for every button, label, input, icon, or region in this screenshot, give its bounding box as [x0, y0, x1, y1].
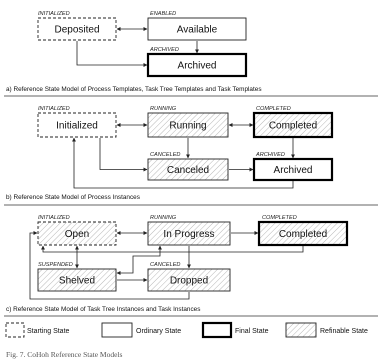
caption-panel-a: a) Reference State Model of Process Templates, Task Tree Templates and Task Templates	[6, 86, 262, 93]
tag-completed-b: COMPLETED	[256, 106, 291, 112]
panel-c	[4, 215, 378, 316]
tag-suspended: SUSPENDED	[38, 262, 73, 268]
legend-starting: Starting State	[27, 328, 70, 335]
legend-swatch-starting	[6, 323, 24, 337]
caption-panel-b: b) Reference State Model of Process Instances	[6, 194, 140, 201]
legend-swatch-final	[203, 323, 231, 337]
state-initialized-label: Initialized	[56, 120, 98, 132]
edge-completed-open	[43, 246, 303, 252]
tag-canceled-b: CANCELED	[150, 152, 181, 158]
state-shelved-label: Shelved	[58, 275, 96, 287]
state-canceled-b-label: Canceled	[166, 165, 210, 176]
tag-initialized-a: INITIALIZED	[38, 11, 70, 17]
state-running-label: Running	[169, 120, 207, 132]
state-dropped-label: Dropped	[169, 275, 209, 287]
tag-archived-a: ARCHIVED	[150, 47, 179, 53]
legend	[6, 323, 368, 337]
panel-b	[4, 106, 378, 205]
state-archived-b-label: Archived	[273, 165, 313, 176]
tag-running-c: RUNNING	[150, 215, 177, 221]
state-open-label: Open	[64, 229, 90, 240]
edge-deposited-archived	[77, 41, 147, 65]
panel-a	[4, 11, 378, 96]
caption-panel-c: c) Reference State Model of Task Tree Instances and Task Instances	[6, 306, 201, 313]
state-available-label: Available	[176, 24, 218, 36]
state-in-progress-label: In Progress	[163, 229, 215, 240]
figure-caption: Fig. 7. CoHoh Reference State Models	[6, 350, 123, 359]
state-completed-b-label: Completed	[268, 120, 318, 132]
legend-ordinary: Ordinary State	[136, 328, 182, 335]
tag-completed-c: COMPLETED	[262, 215, 297, 221]
tag-enabled: ENABLED	[150, 11, 177, 17]
legend-swatch-refinable	[286, 323, 316, 337]
legend-final: Final State	[235, 328, 269, 335]
legend-swatch-ordinary	[102, 323, 132, 337]
tag-running-b: RUNNING	[150, 106, 177, 112]
state-completed-c-label: Completed	[278, 229, 328, 240]
state-archived-a-label: Archived	[177, 60, 217, 72]
tag-archived-b: ARCHIVED	[256, 152, 285, 158]
edge-initialized-canceled	[100, 138, 147, 170]
legend-refinable: Refinable State	[320, 328, 368, 335]
state-deposited-label: Deposited	[54, 24, 100, 36]
tag-initialized-c: INITIALIZED	[38, 215, 70, 221]
tag-initialized-b: INITIALIZED	[38, 106, 70, 112]
tag-canceled-c: CANCELED	[150, 262, 181, 268]
